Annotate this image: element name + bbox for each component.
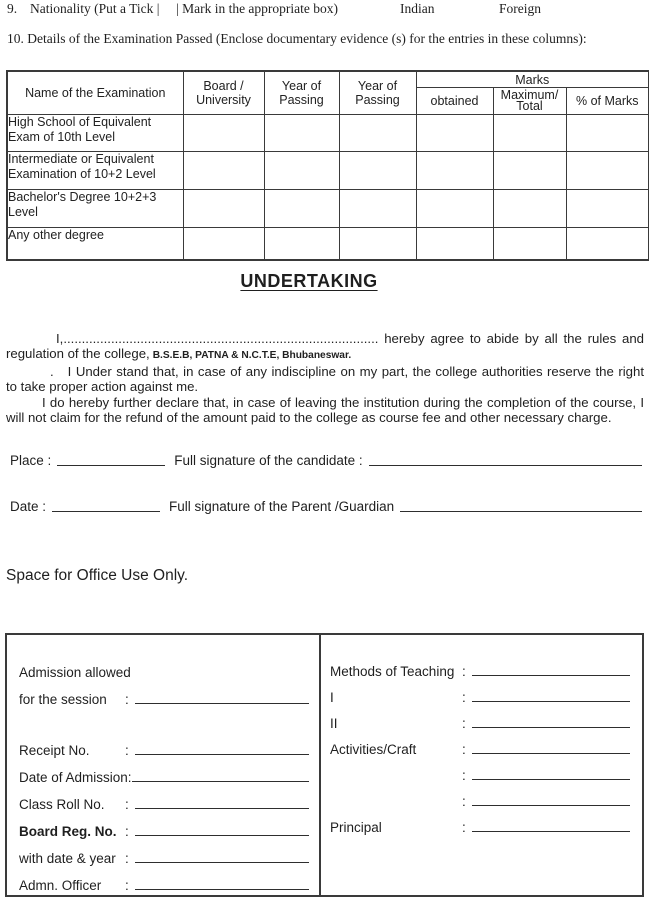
col-header-board-university: Board / University — [183, 71, 264, 115]
session-fill-in-line — [135, 703, 309, 704]
colon: : — [125, 878, 129, 893]
empty-cell — [493, 190, 566, 228]
colon: : — [462, 716, 466, 731]
option-foreign: Foreign — [499, 1, 541, 16]
board-reg-no-fill-in-line — [135, 835, 309, 836]
colon: : — [125, 851, 129, 866]
empty-cell — [183, 152, 264, 190]
empty-cell — [183, 115, 264, 152]
office-row-methods-of-teaching — [330, 653, 630, 679]
office-row-blank-1 — [330, 757, 630, 783]
empty-cell — [339, 152, 416, 190]
office-row-admn-officer — [19, 866, 309, 893]
undertaking-body — [6, 331, 644, 425]
office-left-column — [7, 635, 319, 895]
empty-cell — [339, 228, 416, 261]
office-row-session — [19, 680, 309, 707]
office-row-admission-allowed — [19, 653, 309, 680]
spacer — [19, 707, 309, 731]
examination-details-label: 10. Details of the Examination Passed (Enclose documentary evidence (s) for the entries in these columns): — [7, 31, 587, 46]
methods-of-teaching-label: Methods of Teaching — [330, 664, 455, 679]
empty-cell — [264, 152, 339, 190]
empty-cell — [264, 228, 339, 261]
methods-fill-in-line — [472, 675, 630, 676]
office-row-method-1 — [330, 679, 630, 705]
office-right-column — [319, 635, 642, 895]
colon: : — [462, 664, 466, 679]
date-signature-row — [10, 499, 642, 514]
empty-cell — [183, 228, 264, 261]
empty-cell — [566, 115, 649, 152]
date-fill-in-line — [52, 511, 160, 512]
method-2-fill-in-line — [472, 727, 630, 728]
receipt-no-fill-in-line — [135, 754, 309, 755]
empty-cell — [264, 190, 339, 228]
table-row-other-degree — [7, 228, 649, 261]
empty-cell — [416, 228, 493, 261]
undertaking-paragraph-3: I do hereby further declare that, in case of leaving the institution during the completion of the course, I will not claim for the refund of the amount paid to the college as course fee and other necessary charge. — [6, 394, 644, 426]
receipt-no-label: Receipt No. — [19, 743, 90, 758]
nationality-question — [0, 1, 649, 17]
office-row-method-2 — [330, 705, 630, 731]
empty-cell — [416, 190, 493, 228]
question-number: 9. — [7, 1, 18, 16]
examination-table — [6, 70, 649, 261]
blank-fill-in-line — [472, 805, 630, 806]
table-row-bachelors — [7, 190, 649, 228]
office-use-box — [5, 633, 644, 897]
guardian-signature-line — [400, 511, 642, 512]
colon: : — [125, 797, 129, 812]
col-header-year-of-passing-2: Year of Passing — [339, 71, 416, 115]
empty-cell — [566, 228, 649, 261]
office-use-heading: Space for Office Use Only. — [6, 567, 189, 584]
empty-cell — [339, 190, 416, 228]
exam-name-cell: High School of Equivalent Exam of 10th Level — [7, 115, 183, 152]
colon: : — [125, 743, 129, 758]
board-reg-no-label: Board Reg. No. — [19, 824, 117, 839]
colon: : — [462, 742, 466, 757]
nationality-label: Nationality (Put a Tick | — [30, 1, 160, 16]
date-of-admission-fill-in-line — [132, 781, 309, 782]
office-row-activities-craft — [330, 731, 630, 757]
class-roll-no-fill-in-line — [135, 808, 309, 809]
admission-allowed-label: Admission allowed — [19, 665, 131, 680]
nationality-label-continued: | Mark in the appropriate box) — [176, 1, 339, 16]
col-header-marks-obtained: obtained — [416, 88, 493, 115]
principal-label: Principal — [330, 820, 382, 835]
empty-cell — [339, 115, 416, 152]
col-header-percent-of-marks: % of Marks — [566, 88, 649, 115]
colon: : — [125, 692, 129, 707]
candidate-signature-line — [369, 465, 642, 466]
option-indian: Indian — [400, 1, 435, 16]
activities-fill-in-line — [472, 753, 630, 754]
candidate-signature-label: Full signature of the candidate : — [174, 453, 363, 468]
method-1-fill-in-line — [472, 701, 630, 702]
place-label: Place : — [10, 453, 52, 468]
empty-cell — [416, 152, 493, 190]
colon: : — [125, 824, 129, 839]
empty-cell — [493, 228, 566, 261]
colon: : — [462, 690, 466, 705]
with-date-year-label: with date & year — [19, 851, 116, 866]
table-row-intermediate — [7, 152, 649, 190]
place-fill-in-line — [57, 465, 165, 466]
date-label: Date : — [10, 499, 47, 514]
table-row-high-school — [7, 115, 649, 152]
col-header-year-of-passing-1: Year of Passing — [264, 71, 339, 115]
college-board-names: B.S.E.B, PATNA & N.C.T.E, Bhubaneswar. — [152, 350, 352, 362]
empty-cell — [264, 115, 339, 152]
undertaking-title: UNDERTAKING — [240, 271, 378, 291]
exam-name-cell: Intermediate or Equivalent Examination of 10+2 Level — [7, 152, 183, 190]
colon: : — [462, 768, 466, 783]
undertaking-paragraph-2: . I Under stand that, in case of any indiscipline on my part, the college authorities reserve the right to take proper action against me. — [6, 363, 644, 395]
office-row-date-of-admission — [19, 758, 309, 785]
empty-cell — [493, 152, 566, 190]
principal-fill-in-line — [472, 831, 630, 832]
method-2-label: II — [330, 716, 338, 731]
office-row-receipt-no — [19, 731, 309, 758]
empty-cell — [183, 190, 264, 228]
exam-name-cell: Any other degree — [7, 228, 183, 261]
office-row-with-date-year — [19, 839, 309, 866]
exam-name-cell: Bachelor's Degree 10+2+3 Level — [7, 190, 183, 228]
undertaking-paragraph-1: I,...................................................................................... hereby agree to abide by all the rules and regulation of the college, B.S.E.B, PATNA & N.C.T.E, Bhubaneswar. — [6, 331, 644, 362]
office-row-board-reg-no — [19, 812, 309, 839]
place-signature-row — [10, 453, 642, 468]
office-row-principal — [330, 809, 630, 835]
office-row-blank-2 — [330, 783, 630, 809]
method-1-label: I — [330, 690, 334, 705]
colon: : — [462, 820, 466, 835]
class-roll-no-label: Class Roll No. — [19, 797, 105, 812]
col-header-exam-name: Name of the Examination — [7, 71, 183, 115]
admn-officer-label: Admn. Officer — [19, 878, 102, 893]
col-header-marks-maximum-total: Maximum/ Total — [493, 88, 566, 115]
guardian-signature-label: Full signature of the Parent /Guardian — [169, 499, 395, 514]
date-of-admission-label: Date of Admission: — [19, 770, 132, 785]
admn-officer-fill-in-line — [135, 889, 309, 890]
with-date-year-fill-in-line — [135, 862, 309, 863]
session-label: for the session — [19, 692, 107, 707]
empty-cell — [566, 190, 649, 228]
activities-craft-label: Activities/Craft — [330, 742, 417, 757]
col-header-marks: Marks — [416, 71, 649, 88]
empty-cell — [493, 115, 566, 152]
colon: : — [462, 794, 466, 809]
office-row-class-roll-no — [19, 785, 309, 812]
empty-cell — [566, 152, 649, 190]
empty-cell — [416, 115, 493, 152]
blank-fill-in-line — [472, 779, 630, 780]
